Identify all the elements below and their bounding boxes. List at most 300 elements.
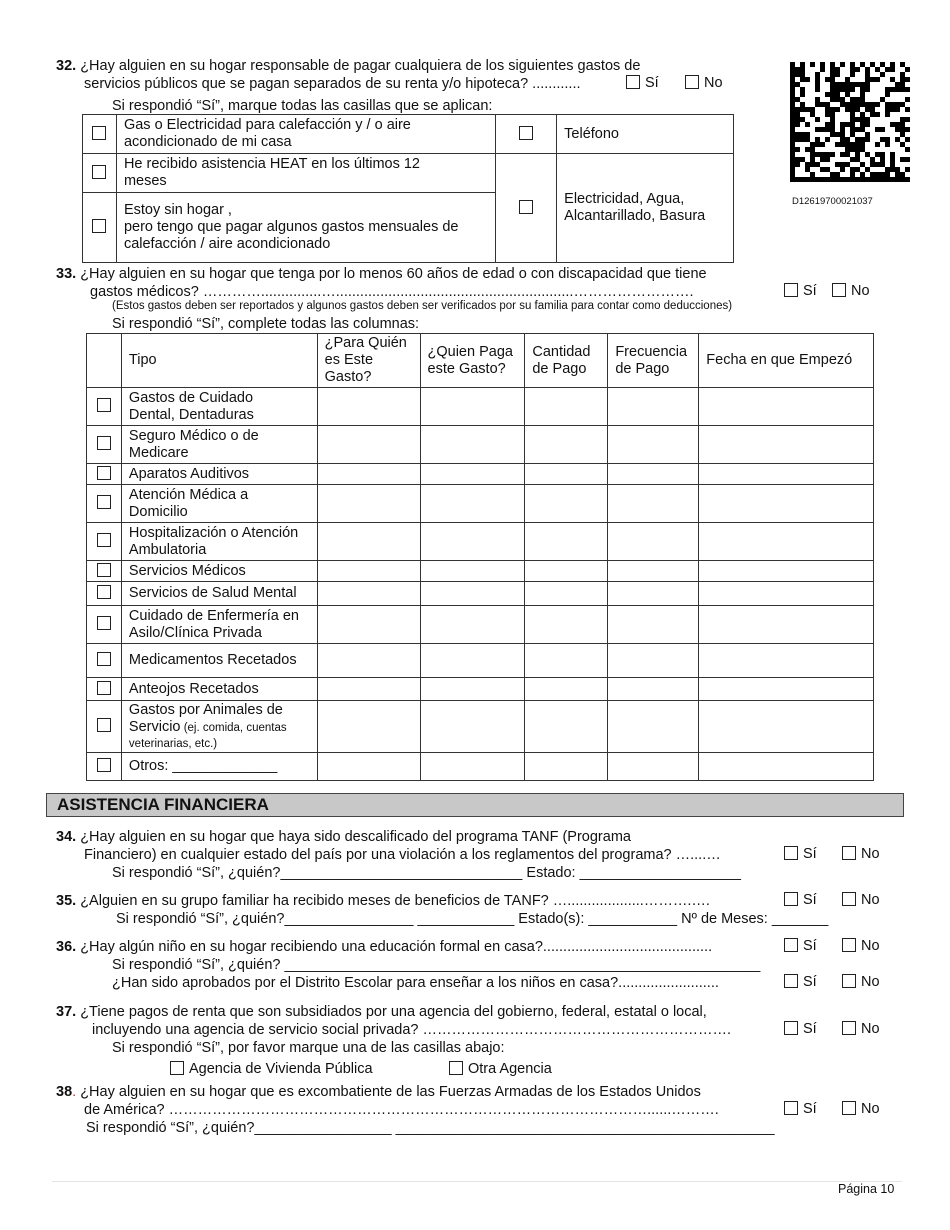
barcode-module [900,157,905,162]
table-row [87,523,874,561]
barcode-module [845,107,850,112]
barcode-module [810,107,815,112]
q36-line3: ¿Han sido aprobados por el Distrito Escolar para enseñar a los niños en casa?......................... [112,975,719,991]
q35-yes-option[interactable]: Sí [784,892,817,908]
barcode-module [855,117,860,122]
para-quien-cell[interactable] [317,701,420,753]
barcode-module [795,97,800,102]
expense-type-label: Cuidado de Enfermería en Asilo/Clínica Privada [121,606,317,644]
q35-yes-checkbox[interactable] [784,892,798,906]
barcode-module [855,167,860,172]
barcode-module [820,102,825,107]
expense-type-label: Atención Médica a Domicilio [121,485,317,523]
frecuencia-cell[interactable] [608,582,699,606]
frecuencia-cell[interactable] [608,426,699,464]
barcode-module [790,77,795,82]
barcode-module [850,147,855,152]
barcode-module [895,107,900,112]
table-row [83,154,734,193]
barcode-module [795,117,800,122]
barcode-module [805,162,810,167]
para-quien-cell[interactable] [317,561,420,582]
barcode-module [855,137,860,142]
q34-no-checkbox[interactable] [842,846,856,860]
fecha-cell[interactable] [699,561,874,582]
barcode-module [850,97,855,102]
expense-type-checkbox[interactable] [97,758,111,772]
barcode-module [900,122,905,127]
barcode-module [865,87,870,92]
barcode-module [815,177,820,182]
barcode-module [790,122,795,127]
expense-type-label: Gastos por Animales de Servicio (ej. comida, cuentas veterinarias, etc.) [121,701,317,753]
expense-type-checkbox[interactable] [97,466,111,480]
q32-yes-checkbox[interactable] [626,75,640,89]
q37-public-housing-option[interactable]: Agencia de Vivienda Pública [170,1061,373,1077]
barcode-module [900,102,905,107]
barcode-module [790,152,795,157]
page-number: Página 10 [838,1182,895,1196]
barcode-module [840,127,845,132]
barcode-module [850,82,855,87]
barcode-module [900,172,905,177]
barcode-module [830,132,835,137]
barcode-module [880,127,885,132]
barcode-module [850,172,855,177]
barcode-module [900,117,905,122]
q38-no-option[interactable]: No [842,1101,880,1117]
expense-type-label: Servicios Médicos [121,561,317,582]
cantidad-cell[interactable] [525,485,608,523]
para-quien-cell[interactable] [317,523,420,561]
table-row [83,115,734,154]
cantidad-cell[interactable] [525,606,608,644]
barcode-module [830,87,835,92]
q37-public-housing-checkbox[interactable] [170,1061,184,1075]
barcode-module [825,107,830,112]
q33-line1: 33. ¿Hay alguien en su hogar que tenga por lo menos 60 años de edad o con discapacidad que tiene [56,266,707,282]
barcode-module [850,132,855,137]
barcode-module [815,97,820,102]
quien-paga-cell[interactable] [420,606,525,644]
barcode-module [795,122,800,127]
barcode-module [795,132,800,137]
cantidad-cell[interactable] [525,753,608,781]
col-header-fecha: Fecha en que Empezó [699,334,874,388]
fecha-cell[interactable] [699,753,874,781]
q37-no-option[interactable]: No [842,1021,880,1037]
barcode-module [835,67,840,72]
q36-approved-no-checkbox[interactable] [842,974,856,988]
barcode-module [840,152,845,157]
fecha-cell[interactable] [699,644,874,678]
quien-paga-cell[interactable] [420,582,525,606]
barcode-module [890,67,895,72]
quien-paga-cell[interactable] [420,426,525,464]
expense-type-checkbox[interactable] [97,533,111,547]
barcode-module [855,142,860,147]
q32-utilities-label: Electricidad, Agua, Alcantarillado, Basura [557,154,734,263]
barcode-module [840,177,845,182]
barcode-module [875,77,880,82]
barcode-module [820,142,825,147]
para-quien-cell[interactable] [317,388,420,426]
frecuencia-cell[interactable] [608,644,699,678]
expense-type-label: Otros: _____________ [121,753,317,781]
barcode-module [830,77,835,82]
expense-type-checkbox[interactable] [97,652,111,666]
barcode-module [895,127,900,132]
barcode-module [905,67,910,72]
barcode-module [835,142,840,147]
frecuencia-cell[interactable] [608,464,699,485]
barcode-module [820,67,825,72]
barcode-module [885,112,890,117]
q36-approved-no-option[interactable]: No [842,974,880,990]
barcode-module [800,87,805,92]
barcode-module [805,177,810,182]
barcode-module [835,82,840,87]
cantidad-cell[interactable] [525,561,608,582]
q33-no-checkbox[interactable] [832,283,846,297]
barcode-module [865,67,870,72]
section-heading-asistencia-financiera: ASISTENCIA FINANCIERA [46,793,904,817]
barcode-module [900,127,905,132]
barcode-module [870,177,875,182]
q36-yes-checkbox[interactable] [784,938,798,952]
barcode-module [800,72,805,77]
expense-type-checkbox[interactable] [97,681,111,695]
barcode-module [790,102,795,107]
quien-paga-cell[interactable] [420,701,525,753]
fecha-cell[interactable] [699,426,874,464]
para-quien-cell[interactable] [317,485,420,523]
barcode-module [795,162,800,167]
q32-line1: 32. ¿Hay alguien en su hogar responsable de pagar cualquiera de los siguientes gastos de [56,58,641,74]
barcode-module [800,177,805,182]
barcode-module [895,172,900,177]
q35-line1: 35. ¿Alguien en su grupo familiar ha recibido meses de beneficios de TANF? …...................……….…. [56,893,710,909]
cantidad-cell[interactable] [525,464,608,485]
q36-line2[interactable]: Si respondió “Sí”, ¿quién? ___________________________________________________________ [112,957,761,973]
table-row [87,561,874,582]
expense-type-checkbox[interactable] [97,718,111,732]
q36-no-checkbox[interactable] [842,938,856,952]
barcode-module [880,157,885,162]
q34-no-option[interactable]: No [842,846,880,862]
fecha-cell[interactable] [699,485,874,523]
q38-yes-checkbox[interactable] [784,1101,798,1115]
barcode-module [840,167,845,172]
q33-yes-option[interactable]: Sí [784,283,817,299]
frecuencia-cell[interactable] [608,753,699,781]
barcode-module [850,102,855,107]
table-row [87,485,874,523]
q33-yes-checkbox[interactable] [784,283,798,297]
barcode-module [880,72,885,77]
frecuencia-cell[interactable] [608,606,699,644]
barcode-module [855,157,860,162]
barcode-module [790,117,795,122]
para-quien-cell[interactable] [317,644,420,678]
q38-line3[interactable]: Si respondió “Sí”, ¿quién?_________________ _______________________________________________ [86,1120,775,1136]
barcode-module [855,102,860,107]
barcode-module [855,152,860,157]
frecuencia-cell[interactable] [608,561,699,582]
barcode-module [835,97,840,102]
fecha-cell[interactable] [699,388,874,426]
barcode-module [830,127,835,132]
q38-no-checkbox[interactable] [842,1101,856,1115]
barcode-module [790,127,795,132]
cantidad-cell[interactable] [525,523,608,561]
barcode-module [825,137,830,142]
fecha-cell[interactable] [699,606,874,644]
q36-approved-yes-option[interactable]: Sí [784,974,817,990]
barcode-module [850,177,855,182]
barcode-module [850,87,855,92]
frecuencia-cell[interactable] [608,678,699,701]
q32-heating-checkbox[interactable] [92,126,106,140]
expense-type-checkbox[interactable] [97,495,111,509]
barcode-module [790,97,795,102]
q32-homeless-checkbox[interactable] [92,219,106,233]
barcode-module [855,147,860,152]
barcode-module [875,172,880,177]
barcode-module [865,72,870,77]
barcode-module [860,62,865,67]
q37-yes-checkbox[interactable] [784,1021,798,1035]
barcode-module [845,162,850,167]
barcode-module [895,87,900,92]
barcode-module [860,172,865,177]
barcode-module [830,112,835,117]
para-quien-cell[interactable] [317,606,420,644]
expense-type-checkbox[interactable] [97,563,111,577]
barcode-module [835,92,840,97]
expense-type-checkbox[interactable] [97,436,111,450]
q36-yes-option[interactable]: Sí [784,938,817,954]
barcode-module [795,112,800,117]
fecha-cell[interactable] [699,523,874,561]
q35-no-option[interactable]: No [842,892,880,908]
barcode-module [825,77,830,82]
q33-line2: gastos médicos? …………...............…...........................................................……………………. [90,284,694,300]
barcode-module [850,157,855,162]
footer-divider [52,1181,902,1182]
barcode-module [825,157,830,162]
barcode-module [795,157,800,162]
barcode-module [835,162,840,167]
barcode-module [875,112,880,117]
barcode-module [875,152,880,157]
frecuencia-cell[interactable] [608,523,699,561]
barcode-module [830,117,835,122]
barcode-module [840,132,845,137]
barcode-module [890,162,895,167]
para-quien-cell[interactable] [317,753,420,781]
barcode-module [895,122,900,127]
barcode-module [790,172,795,177]
q32-yes-option[interactable]: Sí [626,75,659,91]
barcode-module [835,172,840,177]
barcode-module [900,132,905,137]
barcode-module [865,137,870,142]
q36-number: 36. [56,939,77,955]
barcode-module [820,62,825,67]
barcode-module [830,92,835,97]
barcode-module [890,177,895,182]
barcode-module [900,62,905,67]
fecha-cell[interactable] [699,582,874,606]
q34-line2: Financiero) en cualquier estado del país por una violación a los reglamentos del programa? …....… [84,847,721,863]
cantidad-cell[interactable] [525,678,608,701]
barcode-module [860,92,865,97]
barcode-module [840,87,845,92]
fecha-cell[interactable] [699,464,874,485]
table-row [87,701,874,753]
barcode-module [860,82,865,87]
barcode-module [860,162,865,167]
q37-yes-option[interactable]: Sí [784,1021,817,1037]
expense-type-checkbox[interactable] [97,616,111,630]
barcode-module [855,127,860,132]
q36-approved-yes-checkbox[interactable] [784,974,798,988]
quien-paga-cell[interactable] [420,644,525,678]
q38-line2: de América? ………………………………………………………………………………………......………. [84,1102,719,1118]
barcode-module [815,152,820,157]
barcode-module [825,127,830,132]
quien-paga-cell[interactable] [420,561,525,582]
quien-paga-cell[interactable] [420,523,525,561]
barcode-module [870,107,875,112]
barcode-module [850,62,855,67]
para-quien-cell[interactable] [317,678,420,701]
barcode-module [825,167,830,172]
table-header-row [87,334,874,388]
barcode-module [810,152,815,157]
barcode-module [800,117,805,122]
barcode-module [790,142,795,147]
quien-paga-cell[interactable] [420,678,525,701]
barcode-module [885,67,890,72]
q35-no-checkbox[interactable] [842,892,856,906]
q38-yes-option[interactable]: Sí [784,1101,817,1117]
fecha-cell[interactable] [699,701,874,753]
barcode-module [840,137,845,142]
barcode-module [810,147,815,152]
barcode-module [790,157,795,162]
frecuencia-cell[interactable] [608,388,699,426]
barcode-module [895,167,900,172]
cantidad-cell[interactable] [525,582,608,606]
barcode-module [825,92,830,97]
table-row [87,606,874,644]
barcode-module [795,72,800,77]
expense-type-label: Gastos de Cuidado Dental, Dentaduras [121,388,317,426]
q33-no-option[interactable]: No [832,283,870,299]
barcode-module [790,112,795,117]
barcode-module [795,82,800,87]
barcode-module [895,102,900,107]
barcode-module [875,67,880,72]
q38-number: 38 [56,1084,73,1100]
barcode-module [875,162,880,167]
q34-yes-checkbox[interactable] [784,846,798,860]
q37-other-agency-checkbox[interactable] [449,1061,463,1075]
barcode-module [885,107,890,112]
para-quien-cell[interactable] [317,464,420,485]
q37-no-checkbox[interactable] [842,1021,856,1035]
cantidad-cell[interactable] [525,388,608,426]
barcode-module [820,177,825,182]
barcode-module [820,152,825,157]
q32-number: 32. [56,58,77,74]
barcode-image [790,62,910,182]
q32-no-checkbox[interactable] [685,75,699,89]
barcode-module [905,107,910,112]
q34-yes-option[interactable]: Sí [784,846,817,862]
q32-utilities-checkbox[interactable] [519,200,533,214]
barcode-module [860,97,865,102]
q36-no-option[interactable]: No [842,938,880,954]
quien-paga-cell[interactable] [420,753,525,781]
barcode-module [885,167,890,172]
barcode-module [830,67,835,72]
cantidad-cell[interactable] [525,701,608,753]
barcode-module [885,137,890,142]
para-quien-cell[interactable] [317,426,420,464]
barcode-module [845,137,850,142]
cantidad-cell[interactable] [525,644,608,678]
barcode-module [845,142,850,147]
barcode-module [900,87,905,92]
expense-type-checkbox[interactable] [97,398,111,412]
frecuencia-cell[interactable] [608,701,699,753]
barcode-module [870,112,875,117]
barcode-module [845,177,850,182]
table-row [87,753,874,781]
barcode-module [845,102,850,107]
barcode-module [795,147,800,152]
q32-phone-checkbox[interactable] [519,126,533,140]
expense-type-checkbox[interactable] [97,585,111,599]
fecha-cell[interactable] [699,678,874,701]
q37-line1: 37. ¿Tiene pagos de renta que son subsidiados por una agencia del gobierno, federal, estatal o local, [56,1004,707,1020]
quien-paga-cell[interactable] [420,388,525,426]
q34-line3[interactable]: Si respondió “Sí”, ¿quién?______________________________ Estado: ____________________ [112,865,741,881]
barcode-module [900,177,905,182]
barcode-module [805,77,810,82]
quien-paga-cell[interactable] [420,485,525,523]
barcode-module [870,62,875,67]
q32-heating-label: Gas o Electricidad para calefacción y / o aire acondicionado de mi casa [116,115,495,154]
quien-paga-cell[interactable] [420,464,525,485]
barcode-module [815,127,820,132]
barcode-module [855,97,860,102]
para-quien-cell[interactable] [317,582,420,606]
cantidad-cell[interactable] [525,426,608,464]
expense-type-label: Seguro Médico o de Medicare [121,426,317,464]
frecuencia-cell[interactable] [608,485,699,523]
q32-no-option[interactable]: No [685,75,723,91]
q32-heat-assistance-checkbox[interactable] [92,165,106,179]
barcode-module [885,142,890,147]
q35-line2[interactable]: Si respondió “Sí”, ¿quién?________________ ____________ Estado(s): ___________ Nº de Meses: _______ [116,911,829,927]
barcode-module [800,137,805,142]
q37-other-agency-option[interactable]: Otra Agencia [449,1061,552,1077]
barcode-module [795,107,800,112]
